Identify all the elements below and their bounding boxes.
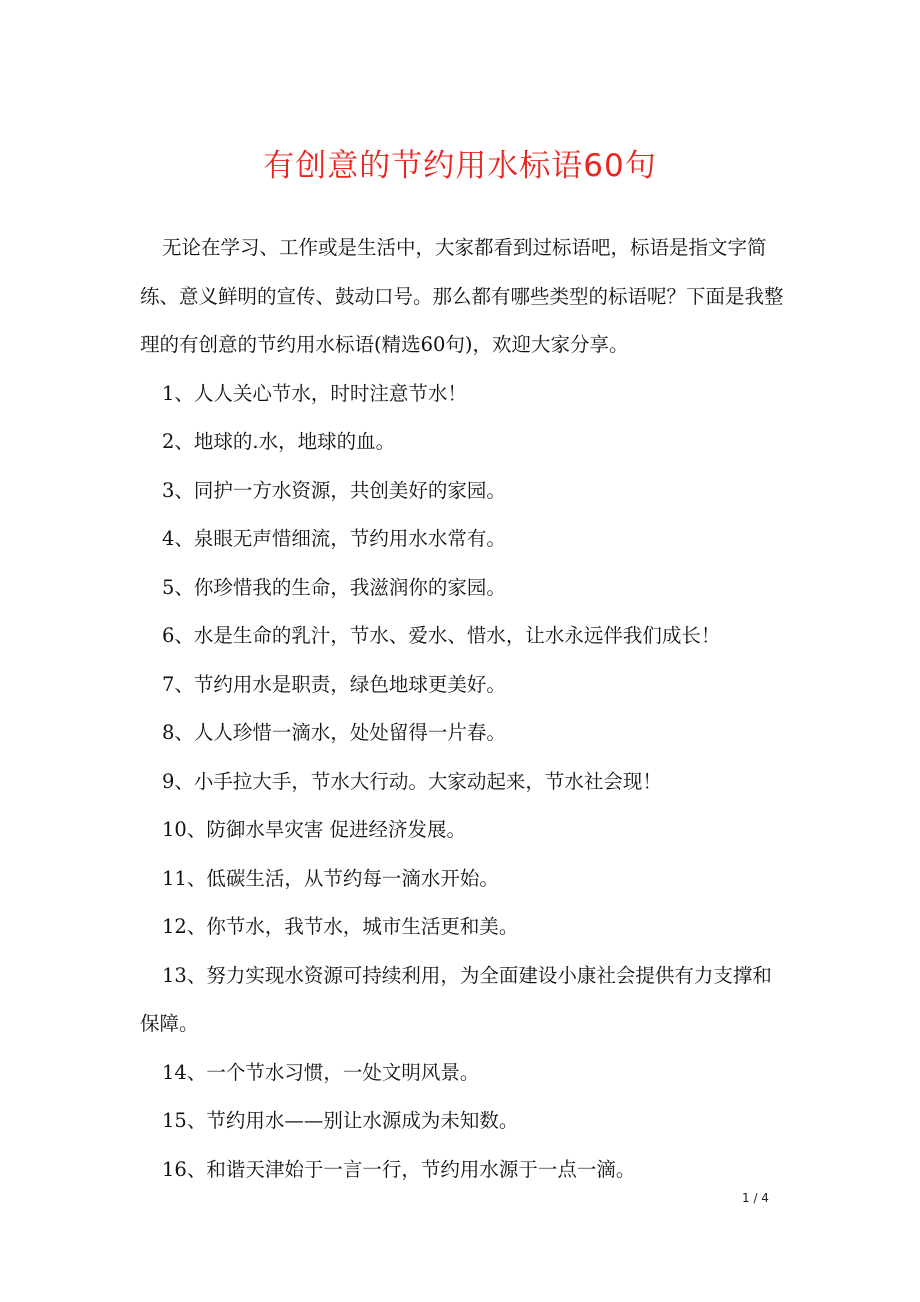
slogan-item-15: 15、节约用水——别让水源成为未知数。 <box>162 1109 519 1132</box>
slogan-item-12: 12、你节水，我节水，城市生活更和美。 <box>162 915 519 938</box>
slogan-item-9: 9、小手拉大手，节水大行动。大家动起来，节水社会现！ <box>162 769 662 793</box>
slogan-item-3: 3、同护一方水资源，共创美好的家园。 <box>162 478 506 502</box>
slogan-item-5: 5、你珍惜我的生命，我滋润你的家园。 <box>162 575 506 599</box>
page-number: 1 / 4 <box>742 1191 769 1205</box>
slogan-item-7: 7、节约用水是职责，绿色地球更美好。 <box>162 672 506 696</box>
slogan-item-4: 4、泉眼无声惜细流，节约用水水常有。 <box>162 527 506 550</box>
slogan-item-1: 1、人人关心节水，时时注意节水！ <box>162 381 467 405</box>
slogan-item-2: 2、地球的.水，地球的血。 <box>162 430 396 453</box>
intro-paragraph: 无论在学习、工作或是生活中，大家都看到过标语吧，标语是指文字简练、意义鲜明的宣传、鼓动口号。那么都有哪些类型的标语呢？下面是我整理的有创意的节约用水标语(精选60句)，欢迎大家分享。 <box>140 236 784 356</box>
slogan-item-6: 6、水是生命的乳汁，节水、爱水、惜水，让水永远伴我们成长！ <box>162 624 721 647</box>
slogan-item-8: 8、人人珍惜一滴水，处处留得一片春。 <box>162 721 506 744</box>
document-body <box>140 224 790 1194</box>
slogan-item-14: 14、一个节水习惯，一处文明风景。 <box>162 1060 480 1084</box>
document-title: 有创意的节约用水标语60句 <box>263 148 657 184</box>
slogan-item-13: 13、努力实现水资源可持续利用，为全面建设小康社会提供有力支撑和保障。 <box>140 963 772 1035</box>
slogan-item-10: 10、防御水旱灾害 促进经济发展。 <box>162 818 467 841</box>
slogan-item-16: 16、和谐天津始于一言一行，节约用水源于一点一滴。 <box>162 1157 636 1181</box>
slogan-item-11: 11、低碳生活，从节约每一滴水开始。 <box>162 866 499 890</box>
